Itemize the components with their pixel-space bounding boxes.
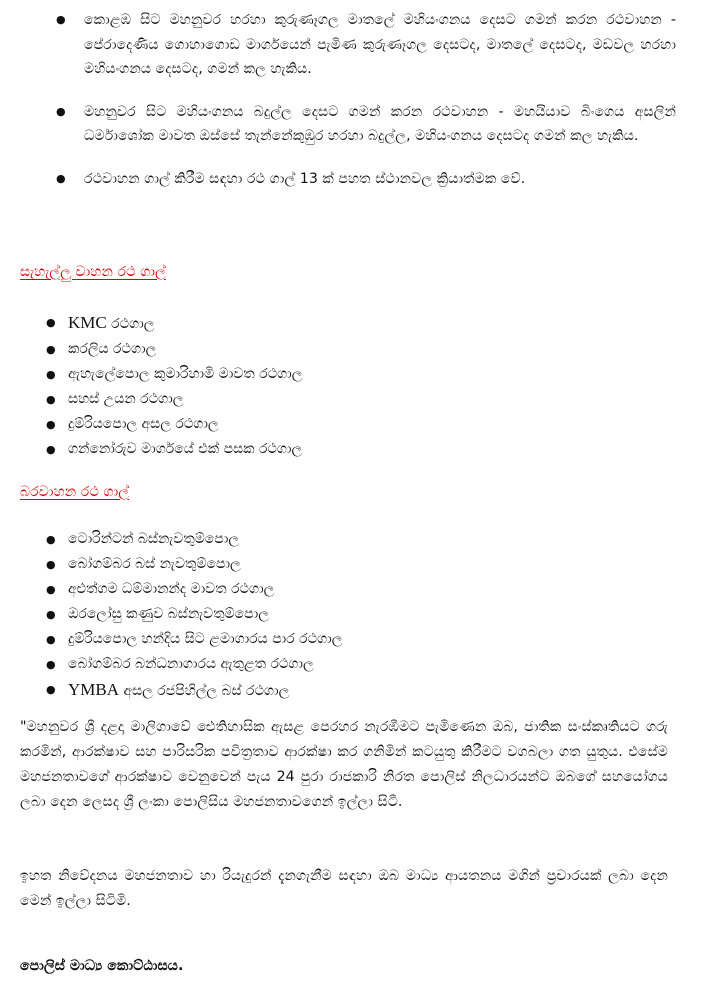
list-item: ● KMC රථගාල [46, 310, 302, 337]
heavy-vehicle-heading: බරවාහන රථ ගාල් [20, 484, 130, 500]
list-item: ● බෝගම්බර බන්ධනාගාරය ඇතුළත රථගාල [46, 652, 342, 677]
traffic-route-bullets [56, 8, 676, 209]
list-item: ● ටොරින්ටන් බස්නැවතුම්පොල [46, 527, 342, 552]
list-item: ● YMBA අසල රජපිහිල්ල බස් රථගාල [46, 677, 342, 704]
list-item: ● දුම්රියපොල හන්දිය සිට ළමාගාරය පාර රථගාල [46, 627, 342, 652]
list-item: ● ගන්නෝරුව මාර්ගයේ එක් පසක රථගාල [46, 437, 302, 462]
list-item: ● අළුත්ගම ධම්මානන්ද මාවත රථගාල [46, 577, 342, 602]
list-item: ● දුම්රියපොල අසල රථගාල [46, 412, 302, 437]
route-bullet-mahiyanganaya: ● මහනුවර සිට මහියංගනය බදුල්ල දෙසට ගමන් කරන රථවාහන - මහයියාව බිංගෙය අසලින් ධර්මාශෝක මාවත ඔස්සේ තැන්නේකුඹුර හරහා බදුල්ල, මහියංගනය දෙසටද ගමන් කල හැකිය. [56, 100, 676, 149]
media-request-paragraph: ඉහත නිවේදනය මහජනතාව හා රියැදුරන් දැනගැනීම සඳහා ඔබ මාධ්‍ය ආයතනය මගින් ප්‍රචාරයක් ලබා දෙන මෙන් ඉල්ලා සිටිමි. [20, 868, 668, 909]
light-vehicle-list [46, 310, 302, 462]
signature-line: පොලිස් මාධ්‍ය කොට්ඨාසය. [20, 958, 184, 974]
route-bullet-parking-count: ● රථවාහන ගාල් කිරීම සඳහා රථ ගාල් 13 ක් පහත ස්ථානවල ක්‍රියාත්මක වේ. [56, 167, 676, 192]
route-bullet-colombo: ● කොළඹ සිට මහනුවර හරහා කුරුණෑගල මාතලේ මහියංගනය දෙසට ගමන් කරන රථවාහන - පේරාදෙණිය ගොහාගොඩ මාර්ගයෙන් පැමිණ කුරුණෑගල දෙසටද, මාතලේ දෙසටද, මඩවල හරහා මහියංගනය දෙසටද, ගමන් කල හැකිය. [56, 8, 676, 82]
heavy-vehicle-list [46, 527, 342, 704]
list-item: ● ඇහැලේපොල කුමාරිහාමි මාවත රථගාල [46, 362, 302, 387]
appeal-paragraph: "මහනුවර ශ්‍රී දළදා මාලිගාවේ ඓතිහාසික ඇසළ පෙරහර නැරඹීමට පැමිණෙන ඔබ, ජාතික සංස්කෘතියට ගරු කරමින්, ආරක්ෂාව සහ පාරිසරික පවිත්‍රතාව ආරක්ෂා කර ගනිමින් කටයුතු කිරීමට වගබලා ගත යුතුය. එසේම මහජනතාවගේ ආරක්ෂාව වෙනුවෙන් පැය 24 පුරා රාජකාරි නිරත පොලිස් නිලධාරයන්ට ඔබගේ සහයෝගය ලබා දෙන ලෙසද ශ්‍රී ලංකා පොලිසිය මහජනතාවගෙන් ඉල්ලා සිටී. [20, 719, 668, 810]
list-item: ● ඔරලෝසු කණුව බස්නැවතුම්පොල [46, 602, 342, 627]
list-item: ● සහස් උයන රථගාල [46, 387, 302, 412]
list-item: ● කරලිය රථගාල [46, 337, 302, 362]
list-item: ● බෝගම්බර බස් නැවතුම්පොල [46, 552, 342, 577]
light-vehicle-heading: සැහැල්ලු වාහන රථ ගාල් [20, 264, 166, 280]
